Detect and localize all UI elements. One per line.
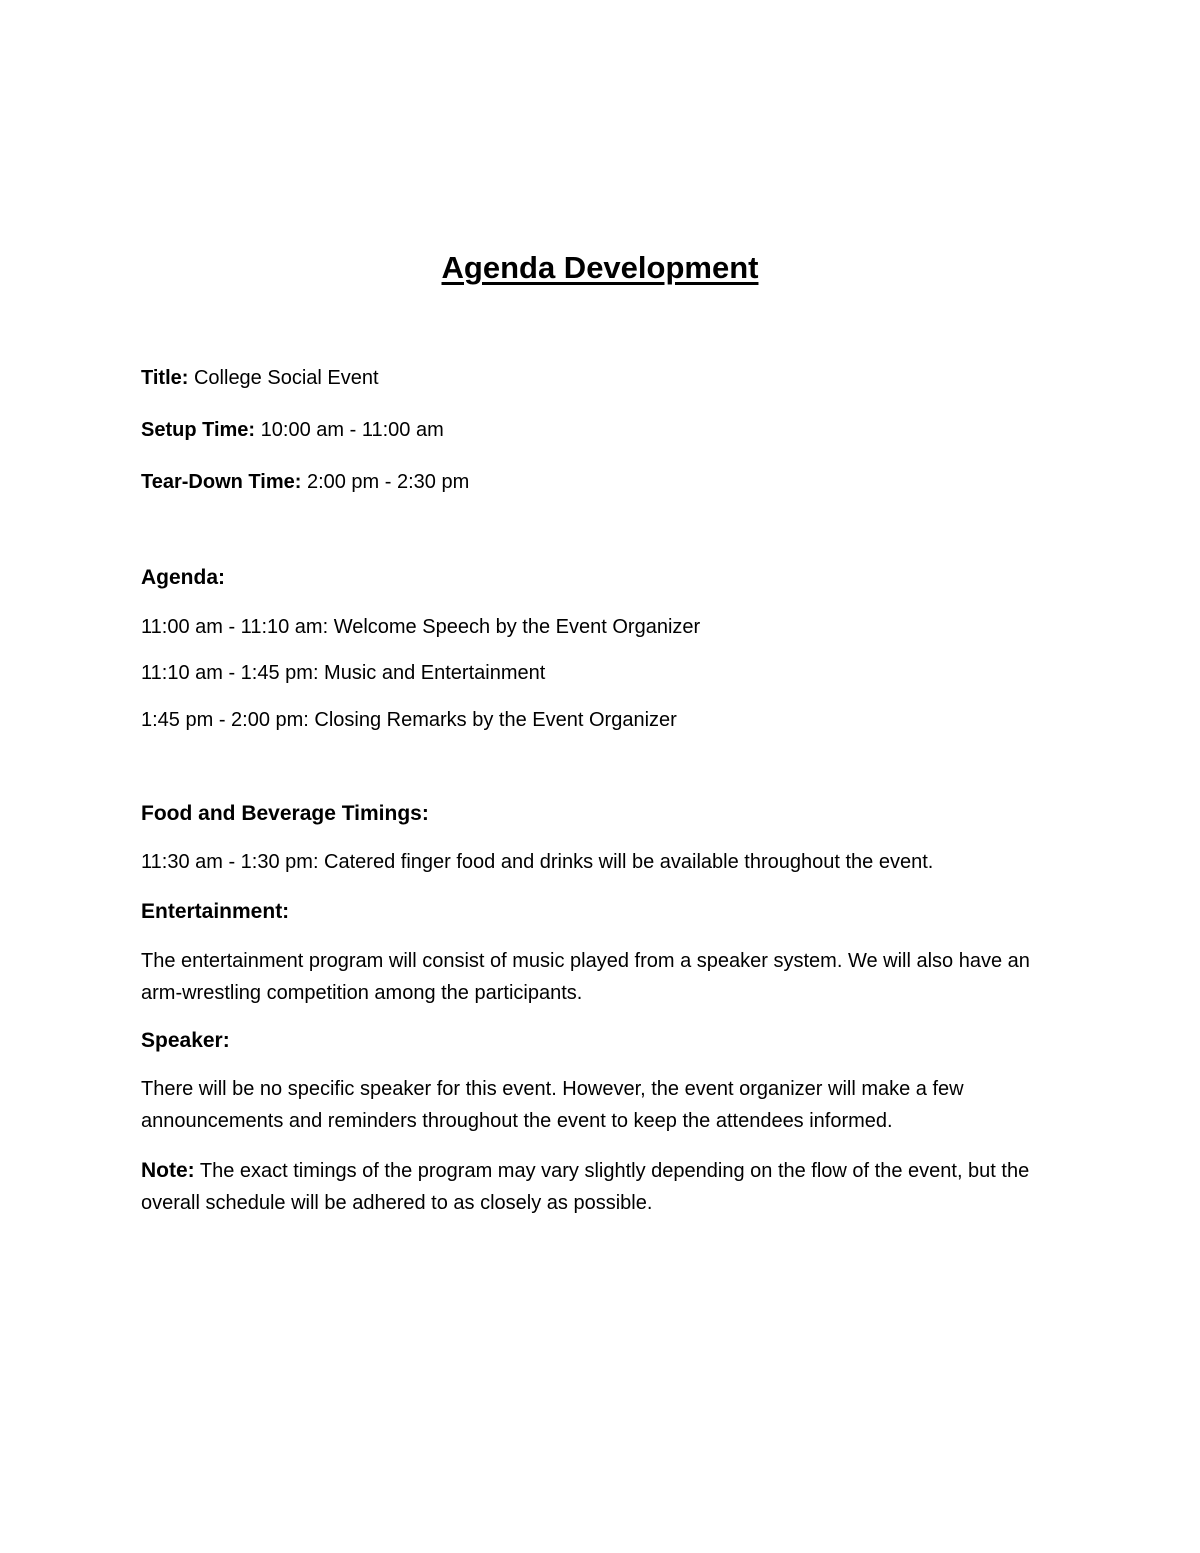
- meta-setup-value: 10:00 am - 11:00 am: [260, 419, 444, 441]
- entertainment-text: The entertainment program will consist of music played from a speaker system. We will also have an arm-wrestling competition among the participants.: [141, 950, 1030, 1004]
- note-text: The exact timings of the program may vary slightly depending on the flow of the event, but the overall schedule will be adhered to as closely as possible.: [141, 1160, 1030, 1214]
- meta-title-line: [141, 362, 1061, 394]
- meta-teardown-label: Tear-Down Time:: [141, 471, 302, 493]
- meta-title-value: College Social Event: [193, 367, 379, 389]
- food-text: 11:30 am - 1:30 pm: Catered finger food and drinks will be available throughout the event.: [141, 851, 934, 873]
- entertainment-heading: Entertainment:: [141, 900, 290, 923]
- meta-setup-line: [141, 414, 1061, 446]
- note-paragraph: [141, 1155, 1061, 1219]
- agenda-item: 11:00 am - 11:10 am: Welcome Speech by the Event Organizer: [141, 616, 701, 638]
- speaker-heading: Speaker:: [141, 1029, 230, 1052]
- meta-setup-label: Setup Time:: [141, 419, 256, 441]
- meta-teardown-line: [141, 466, 1061, 498]
- speaker-text: There will be no specific speaker for this event. However, the event organizer will make a few announcements and reminders throughout the event to keep the attendees informed.: [141, 1078, 964, 1132]
- meta-teardown-value: 2:00 pm - 2:30 pm: [306, 471, 470, 493]
- agenda-item: 11:10 am - 1:45 pm: Music and Entertainment: [141, 662, 546, 684]
- food-heading: Food and Beverage Timings:: [141, 802, 429, 825]
- document-title: Agenda Development: [441, 250, 759, 285]
- note-label: Note:: [141, 1159, 195, 1182]
- meta-title-label: Title:: [141, 367, 189, 389]
- agenda-heading: Agenda:: [141, 566, 225, 589]
- agenda-item: 1:45 pm - 2:00 pm: Closing Remarks by the Event Organizer: [141, 709, 677, 731]
